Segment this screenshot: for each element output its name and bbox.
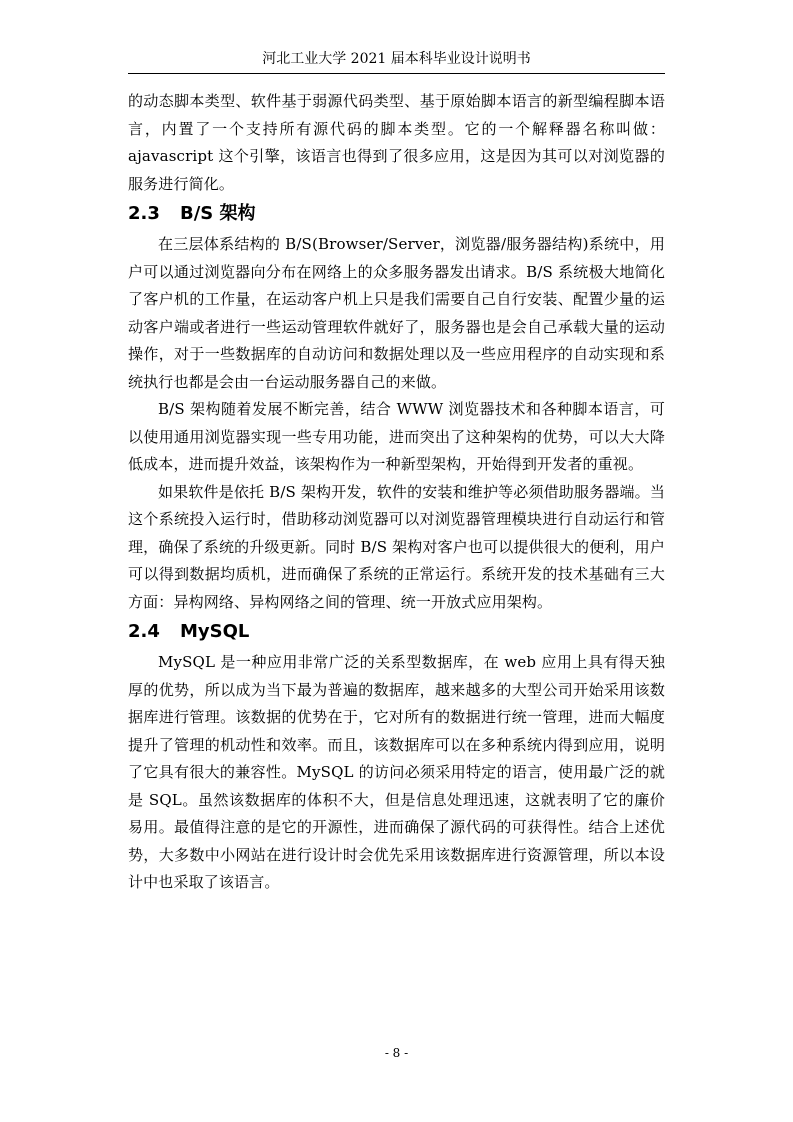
- page-number: - 8 -: [384, 1046, 409, 1060]
- section-title: B/S 架构: [180, 203, 256, 224]
- section-number: 2.3: [128, 203, 160, 224]
- running-header: 河北工业大学 2021 届本科毕业设计说明书: [262, 51, 531, 67]
- section-heading-2-4: [128, 622, 665, 642]
- paragraph-bs-maintenance: 如果软件是依托 B/S 架构开发，软件的安装和维护等必须借助服务器端。当这个系统投入运行时，借助移动浏览器可以对浏览器管理模块进行自动运行和管理，确保了系统的升级更新。同时 B/S 架构对客户也可以提供很大的便利，用户可以得到数据均质机，进而确保了系统的正常运行。系统开发的技术基础有三大方面：异构网络、异构网络之间的管理、统一开放式应用架构。: [128, 482, 665, 611]
- page-body: [128, 88, 665, 897]
- section-title: MySQL: [180, 621, 250, 642]
- header-rule: [128, 73, 665, 74]
- paragraph-continued: 的动态脚本类型、软件基于弱源代码类型、基于原始脚本语言的新型编程脚本语言，内置了一个支持所有源代码的脚本类型。它的一个解释器名称叫做：ajavascript 这个引擎，该语言也得到了很多应用，这是因为其可以对浏览器的服务进行简化。: [128, 92, 665, 193]
- paragraph-bs-definition: 在三层体系结构的 B/S(Browser/Server，浏览器/服务器结构)系统中，用户可以通过浏览器向分布在网络上的众多服务器发出请求。B/S 系统极大地简化了客户机的工作量，在运动客户机上只是我们需要自己自行安装、配置少量的运动客户端或者进行一些运动管理软件就好了，服务器也是会自己承载大量的运动操作，对于一些数据库的自动访问和数据处理以及一些应用程序的自动实现和系统执行也都是会由一台运动服务器自己的来做。: [128, 235, 665, 391]
- section-heading-2-3: [128, 204, 665, 224]
- paragraph-mysql: MySQL 是一种应用非常广泛的关系型数据库，在 web 应用上具有得天独厚的优势，所以成为当下最为普遍的数据库，越来越多的大型公司开始采用该数据库进行管理。该数据的优势在于，它对所有的数据进行统一管理，进而大幅度提升了管理的机动性和效率。而且，该数据库可以在多种系统内得到应用，说明了它具有很大的兼容性。MySQL 的访问必须采用特定的语言，使用最广泛的就是 SQL。虽然该数据库的体积不大，但是信息处理迅速，这就表明了它的廉价易用。最值得注意的是它的开源性，进而确保了源代码的可获得性。结合上述优势，大多数中小网站在进行设计时会优先采用该数据库进行资源管理，所以本设计中也采取了该语言。: [128, 653, 665, 891]
- paragraph-bs-development: B/S 架构随着发展不断完善，结合 WWW 浏览器技术和各种脚本语言，可以使用通用浏览器实现一些专用功能，进而突出了这种架构的优势，可以大大降低成本，进而提升效益，该架构作为一种新型架构，开始得到开发者的重视。: [128, 400, 665, 473]
- section-number: 2.4: [128, 621, 160, 642]
